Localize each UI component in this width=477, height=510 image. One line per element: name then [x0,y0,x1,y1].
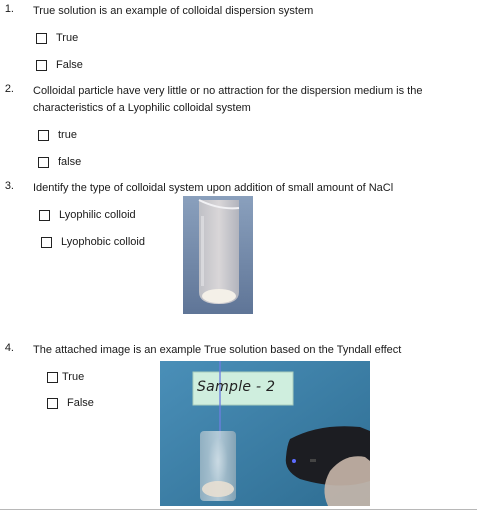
q4-option-false-label: False [67,397,94,409]
q1-option-true-label: True [56,32,79,44]
checkbox-icon[interactable] [38,130,49,141]
question-4-text: The attached image is an example True solution based on the Tyndall effect [33,344,402,356]
q3-test-tube-image [183,196,253,314]
q2-option-false-label: false [58,156,82,168]
checkbox-icon[interactable] [47,398,58,409]
q2-option-true[interactable] [38,127,77,143]
question-1-text: True solution is an example of colloidal dispersion system [33,5,314,17]
question-1-number: 1. [4,3,14,15]
checkbox-icon[interactable] [38,157,49,168]
question-2-number: 2. [4,83,14,95]
checkbox-icon[interactable] [47,372,58,383]
q1-option-true[interactable] [36,30,78,46]
sample-label-text: Sample - 2 [197,379,276,395]
q3-option-lyophobic[interactable] [41,234,145,250]
q3-option-lyophilic-label: Lyophilic colloid [59,209,136,221]
checkbox-icon[interactable] [39,210,50,221]
question-2-text: Colloidal particle have very little or no attraction for the dispersion medium is the characteristics of a Lyophilic colloidal system [33,85,423,114]
q2-option-false[interactable] [38,154,81,170]
q2-option-true-label: true [58,129,77,141]
checkbox-icon[interactable] [41,237,52,248]
q4-option-false[interactable] [47,395,94,411]
q1-option-false-label: False [56,59,83,71]
q3-option-lyophilic[interactable] [39,207,136,223]
checkbox-icon[interactable] [36,60,47,71]
q3-option-lyophobic-label: Lyophobic colloid [61,236,145,248]
question-4-number: 4. [4,342,14,354]
test-tube-photo [183,196,253,314]
q4-option-true[interactable] [47,369,84,385]
q4-option-true-label: True [62,371,85,383]
q4-tyndall-image [160,361,370,506]
question-3-number: 3. [4,180,14,192]
q1-option-false[interactable] [36,57,83,73]
question-3-text: Identify the type of colloidal system upon addition of small amount of NaCl [33,182,394,194]
checkbox-icon[interactable] [36,33,47,44]
